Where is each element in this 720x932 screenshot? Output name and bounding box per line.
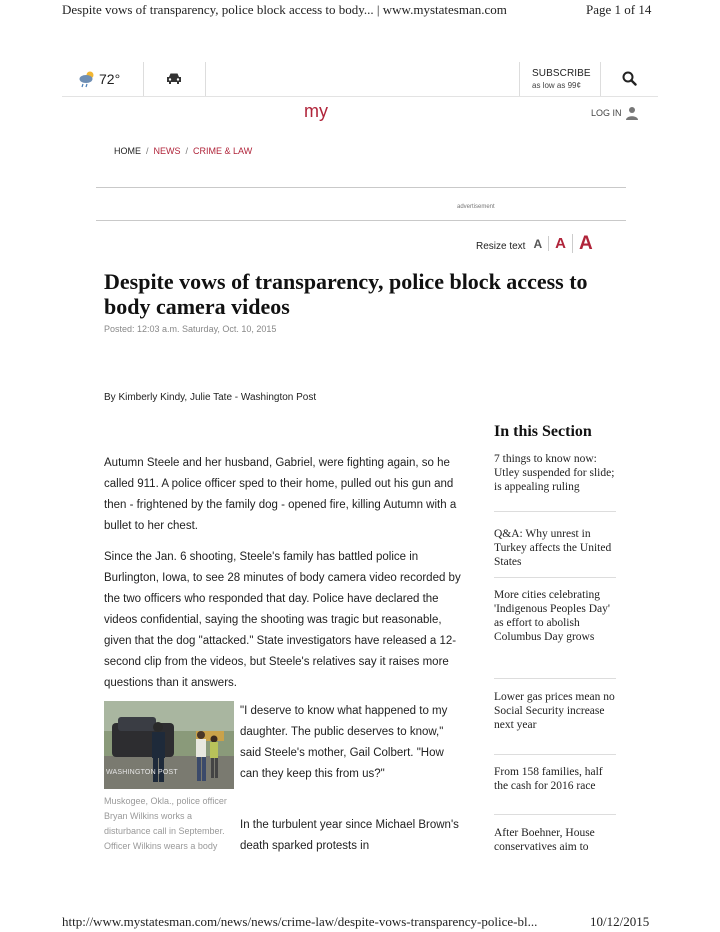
divider <box>519 62 520 96</box>
resize-text-label: Resize text <box>476 241 526 252</box>
subscribe-button[interactable] <box>532 68 591 90</box>
subscribe-label: SUBSCRIBE <box>532 68 591 79</box>
section-title: In this Section <box>494 423 592 440</box>
breadcrumb <box>114 146 252 156</box>
breadcrumb-home[interactable]: HOME <box>114 146 141 156</box>
posted-date: Posted: 12:03 a.m. Saturday, Oct. 10, 2015 <box>104 324 277 334</box>
login-label: LOG IN <box>591 108 622 118</box>
divider <box>494 511 616 512</box>
site-logo[interactable]: my <box>304 101 328 121</box>
section-link[interactable]: After Boehner, House conservatives aim to <box>494 827 595 853</box>
resize-medium-button[interactable]: A <box>548 236 572 251</box>
breadcrumb-separator: / <box>146 146 149 156</box>
user-icon <box>625 106 639 120</box>
weather-widget[interactable] <box>78 70 120 88</box>
resize-text-control <box>476 234 599 253</box>
section-link[interactable]: From 158 families, half the cash for 2016 race <box>494 766 603 792</box>
section-link[interactable]: 7 things to know now: Utley suspended for slide; is appealing ruling <box>494 453 615 493</box>
search-icon <box>622 71 637 86</box>
breadcrumb-crime-law[interactable]: CRIME & LAW <box>193 146 253 156</box>
article-paragraph: Since the Jan. 6 shooting, Steele's family has battled police in Burlington, Iowa, to see 28 minutes of body camera video recorded by the two officers who responded that day. Police have declared the videos confidential, saying the shooting was tragic but reasonable, given that the dog "attacked." State investigators have released a 12-second clip from the videos, but Steele's relatives say it raises more questions than it answers. <box>104 551 461 689</box>
byline: By Kimberly Kindy, Julie Tate - Washington Post <box>104 392 317 403</box>
section-link[interactable]: More cities celebrating 'Indigenous Peoples Day' as effort to abolish Columbus Day grows <box>494 589 610 643</box>
divider <box>494 754 616 755</box>
ad-divider-bottom <box>96 220 626 221</box>
article-paragraph: Autumn Steele and her husband, Gabriel, were fighting again, so he called 911. A police officer sped to their home, pulled out his gun and then - frightened by the family dog - opened fire, killing Autumn with a bullet to her chest. <box>104 457 457 532</box>
article-photo[interactable] <box>104 701 234 789</box>
cloud-rain-icon <box>78 70 98 88</box>
car-icon <box>166 72 182 85</box>
print-footer-url: http://www.mystatesman.com/news/news/crime-law/despite-vows-transparency-police-bl... <box>62 914 538 929</box>
login-link[interactable] <box>591 106 639 120</box>
ad-divider-top <box>96 187 626 188</box>
divider <box>143 62 144 96</box>
divider <box>494 814 616 815</box>
breadcrumb-separator: / <box>185 146 189 156</box>
temperature: 72° <box>99 71 121 87</box>
print-header-title: Despite vows of transparency, police block access to body... | www.mystatesman.com <box>62 2 507 17</box>
article-headline: Despite vows of transparency, police block access to body camera videos <box>104 269 588 319</box>
section-link[interactable]: Lower gas prices mean no Social Security increase next year <box>494 691 615 731</box>
article-paragraph: In the turbulent year since Michael Brown's death sparked protests in <box>240 819 459 852</box>
divider <box>205 62 206 96</box>
divider <box>494 577 616 578</box>
resize-large-button[interactable]: A <box>572 234 599 253</box>
breadcrumb-news[interactable]: NEWS <box>153 146 181 156</box>
resize-small-button[interactable]: A <box>533 236 543 251</box>
print-header-page: Page 1 of 14 <box>586 2 652 17</box>
traffic-button[interactable] <box>166 72 182 90</box>
print-footer-date: 10/12/2015 <box>590 914 650 929</box>
divider <box>600 62 601 96</box>
print-header <box>0 2 720 22</box>
top-bar <box>62 62 658 96</box>
section-link[interactable]: Q&A: Why unrest in Turkey affects the United States <box>494 528 612 568</box>
ad-label: advertisement <box>457 204 495 210</box>
subscribe-price: as low as 99¢ <box>532 81 581 90</box>
divider <box>494 678 616 679</box>
photo-credit: WASHINGTON POST <box>106 769 178 776</box>
article-paragraph: "I deserve to know what happened to my daughter. The public deserves to know," said Steele's mother, Gail Colbert. "How can they keep this from us?" <box>240 705 448 780</box>
photo-caption: Muskogee, Okla., police officer Bryan Wilkins works a disturbance call in September. Officer Wilkins wears a body <box>104 796 227 851</box>
search-button[interactable] <box>622 71 637 91</box>
divider <box>62 96 658 97</box>
